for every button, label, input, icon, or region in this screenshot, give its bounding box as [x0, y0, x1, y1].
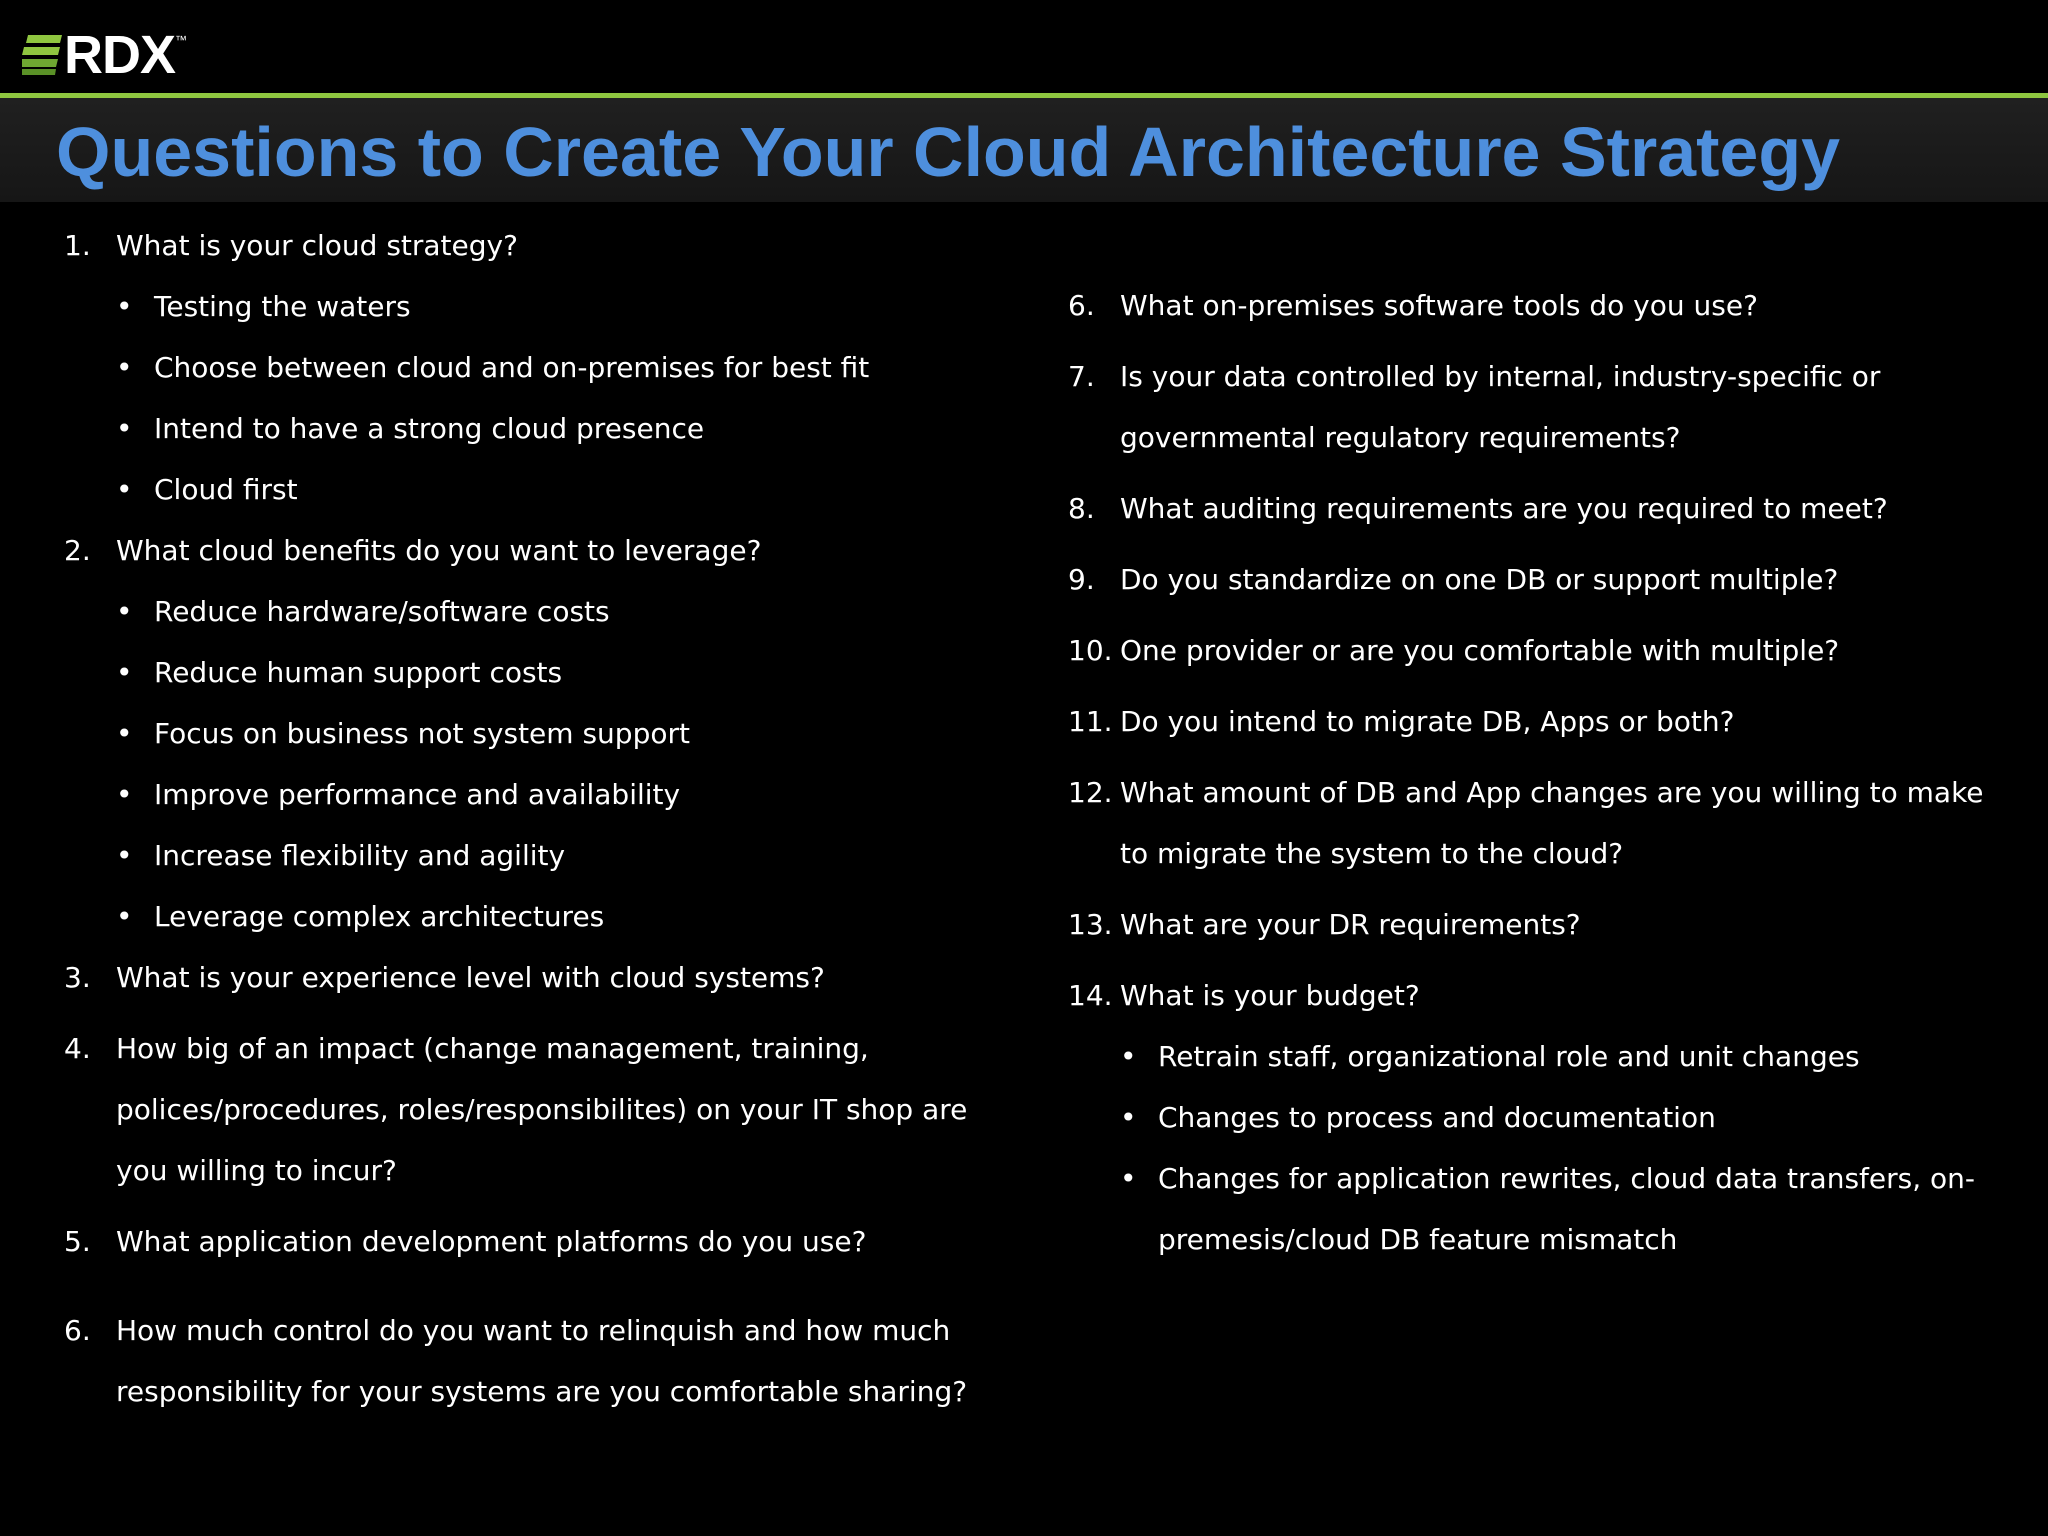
- question-item: [1068, 762, 2018, 884]
- question-item: [1068, 620, 2018, 681]
- question-item: [64, 520, 1004, 581]
- question-item: [64, 1211, 1004, 1272]
- sub-bullet-text: Changes for application rewrites, cloud data transfers, on-premesis/cloud DB feature mismatch: [1158, 1162, 1975, 1256]
- question-text: How much control do you want to relinquish and how much responsibility for your systems are you comfortable sharing?: [116, 1314, 968, 1408]
- question-item: [1068, 346, 2018, 468]
- question-text: Do you standardize on one DB or support multiple?: [1120, 563, 1839, 596]
- question-number: 4.: [64, 1032, 91, 1065]
- sub-bullet-item: [64, 337, 1004, 398]
- question-item: [64, 1018, 1004, 1201]
- sub-bullet-text: Increase flexibility and agility: [154, 839, 566, 872]
- question-number: 6.: [1068, 289, 1095, 322]
- question-number: 6.: [64, 1314, 91, 1347]
- rdx-logo: [22, 25, 188, 85]
- sub-bullet-list: [64, 581, 1004, 947]
- sub-bullet-text: Retrain staff, organizational role and unit changes: [1158, 1040, 1860, 1073]
- question-text: What is your budget?: [1120, 979, 1420, 1012]
- bullet-icon: •: [116, 900, 133, 933]
- sub-bullet-item: [64, 398, 1004, 459]
- left-question-column: [64, 215, 1004, 1422]
- right-question-column: [1068, 275, 2018, 1270]
- bullet-icon: •: [1120, 1101, 1137, 1134]
- question-number: 11.: [1068, 705, 1113, 738]
- sub-bullet-item: [64, 642, 1004, 703]
- question-number: 1.: [64, 229, 91, 262]
- sub-bullet-item: [1068, 1148, 2018, 1270]
- bullet-icon: •: [116, 717, 133, 750]
- question-number: 10.: [1068, 634, 1113, 667]
- bullet-icon: •: [1120, 1040, 1137, 1073]
- rdx-logo-mark-icon: [22, 33, 62, 77]
- question-item: [1068, 549, 2018, 610]
- question-number: 7.: [1068, 360, 1095, 393]
- bullet-icon: •: [116, 839, 133, 872]
- question-number: 9.: [1068, 563, 1095, 596]
- question-text: What is your experience level with cloud systems?: [116, 961, 825, 994]
- question-number: 3.: [64, 961, 91, 994]
- question-text: What are your DR requirements?: [1120, 908, 1581, 941]
- question-number: 8.: [1068, 492, 1095, 525]
- sub-bullet-text: Reduce human support costs: [154, 656, 563, 689]
- question-number: 5.: [64, 1225, 91, 1258]
- question-item: [1068, 691, 2018, 752]
- bullet-icon: •: [116, 351, 133, 384]
- question-text: What cloud benefits do you want to leverage?: [116, 534, 762, 567]
- sub-bullet-text: Choose between cloud and on-premises for best fit: [154, 351, 870, 384]
- sub-bullet-item: [64, 703, 1004, 764]
- question-item: [64, 947, 1004, 1008]
- question-text: What amount of DB and App changes are you willing to make to migrate the system to the cloud?: [1120, 776, 1984, 870]
- sub-bullet-text: Testing the waters: [154, 290, 411, 323]
- question-item: [1068, 965, 2018, 1026]
- sub-bullet-item: [64, 764, 1004, 825]
- question-item: [64, 1300, 1004, 1422]
- slide-title: Questions to Create Your Cloud Architecture Strategy: [56, 113, 1841, 191]
- question-text: What is your cloud strategy?: [116, 229, 518, 262]
- question-text: What on-premises software tools do you use?: [1120, 289, 1758, 322]
- sub-bullet-text: Improve performance and availability: [154, 778, 681, 811]
- bullet-icon: •: [116, 595, 133, 628]
- sub-bullet-text: Focus on business not system support: [154, 717, 690, 750]
- bullet-icon: •: [1120, 1162, 1137, 1195]
- question-text: Is your data controlled by internal, industry-specific or governmental regulatory requirements?: [1120, 360, 1881, 454]
- sub-bullet-item: [64, 825, 1004, 886]
- question-text: How big of an impact (change management, training, polices/procedures, roles/responsibilites) on your IT shop are you willing to incur?: [116, 1032, 968, 1187]
- sub-bullet-item: [64, 459, 1004, 520]
- question-number: 14.: [1068, 979, 1113, 1012]
- bullet-icon: •: [116, 473, 133, 506]
- sub-bullet-text: Reduce hardware/software costs: [154, 595, 610, 628]
- sub-bullet-text: Intend to have a strong cloud presence: [154, 412, 705, 445]
- sub-bullet-item: [1068, 1026, 2018, 1087]
- question-number: 13.: [1068, 908, 1113, 941]
- question-item: [64, 215, 1004, 276]
- bullet-icon: •: [116, 412, 133, 445]
- sub-bullet-text: Leverage complex architectures: [154, 900, 605, 933]
- question-item: [1068, 478, 2018, 539]
- bullet-icon: •: [116, 656, 133, 689]
- sub-bullet-text: Changes to process and documentation: [1158, 1101, 1716, 1134]
- sub-bullet-item: [64, 581, 1004, 642]
- question-number: 2.: [64, 534, 91, 567]
- bullet-icon: •: [116, 778, 133, 811]
- bullet-icon: •: [116, 290, 133, 323]
- sub-bullet-item: [64, 886, 1004, 947]
- sub-bullet-list: [64, 276, 1004, 520]
- sub-bullet-text: Cloud first: [154, 473, 298, 506]
- sub-bullet-list: [1068, 1026, 2018, 1270]
- question-text: Do you intend to migrate DB, Apps or both?: [1120, 705, 1735, 738]
- question-text: What auditing requirements are you required to meet?: [1120, 492, 1888, 525]
- sub-bullet-item: [1068, 1087, 2018, 1148]
- question-item: [1068, 275, 2018, 336]
- trademark-symbol: ™: [175, 33, 188, 47]
- sub-bullet-item: [64, 276, 1004, 337]
- question-number: 12.: [1068, 776, 1113, 809]
- rdx-logo-text: RDX: [64, 25, 176, 85]
- question-text: One provider or are you comfortable with multiple?: [1120, 634, 1840, 667]
- question-item: [1068, 894, 2018, 955]
- question-text: What application development platforms do you use?: [116, 1225, 867, 1258]
